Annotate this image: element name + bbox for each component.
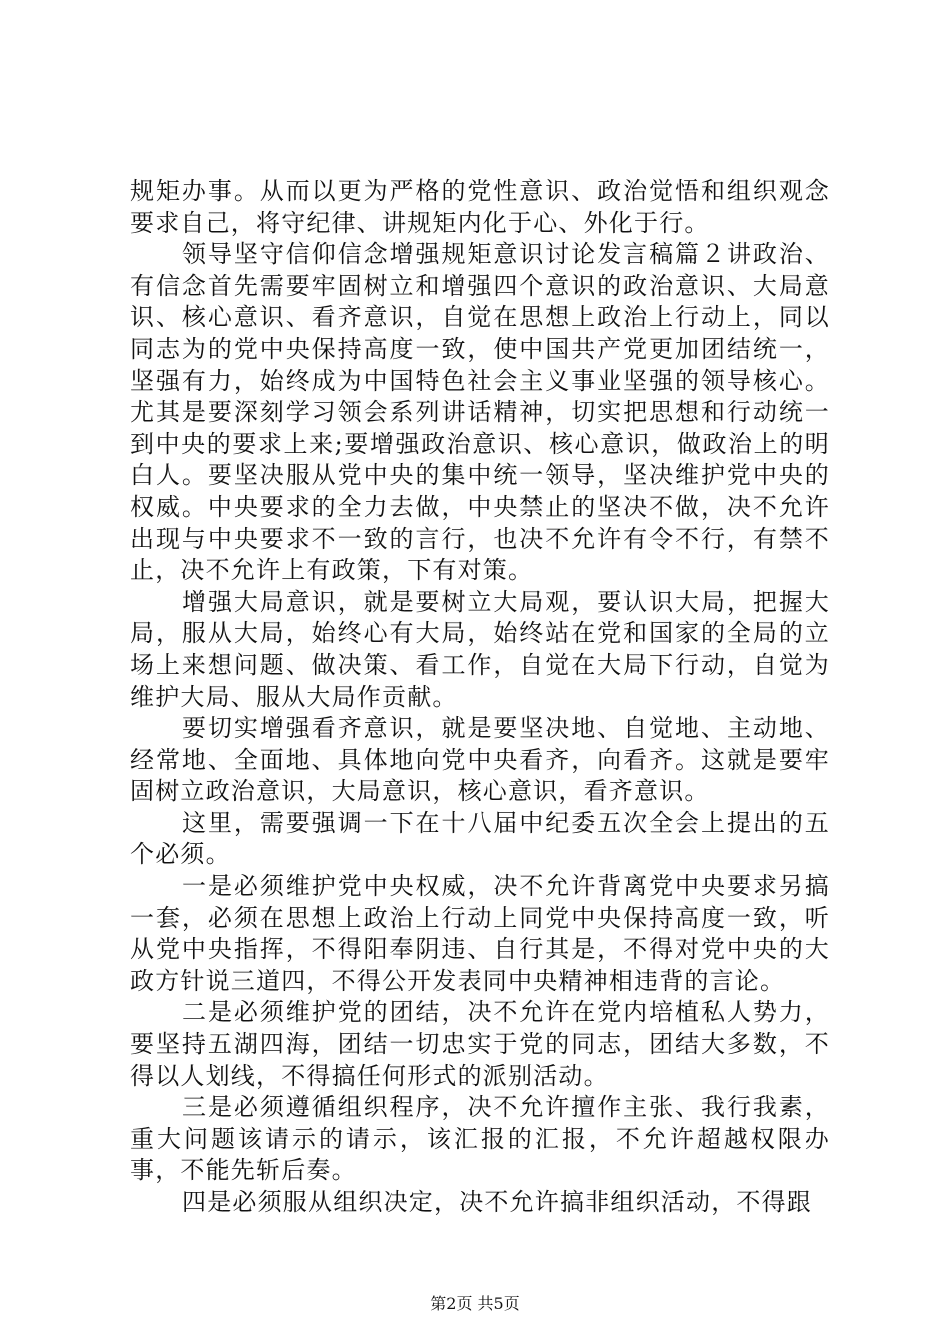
- page-number-footer: 第2页 共5页: [430, 1294, 520, 1313]
- paragraph-continuation: 规矩办事。从而以更为严格的党性意识、政治觉悟和组织观念要求自己，将守纪律、讲规矩内化于心、外化于行。: [130, 177, 830, 237]
- paragraph: 增强大局意识，就是要树立大局观，要认识大局，把握大局，服从大局，始终心有大局，始终站在党和国家的全局的立场上来想问题、做决策、看工作，自觉在大局下行动，自觉为维护大局、服从大局作贡献。: [130, 587, 830, 711]
- paragraph: 要切实增强看齐意识，就是要坚决地、自觉地、主动地、经常地、全面地、具体地向党中央看齐，向看齐。这就是要牢固树立政治意识，大局意识，核心意识，看齐意识。: [130, 714, 830, 806]
- paragraph: 这里，需要强调一下在十八届中纪委五次全会上提出的五个必须。: [130, 808, 830, 869]
- paragraph: 一是必须维护党中央权威，决不允许背离党中央要求另搞一套，必须在思想上政治上行动上同党中央保持高度一致，听从党中央指挥，不得阳奉阴违、自行其是，不得对党中央的大政方针说三道四，不得公开发表同中央精神相违背的言论。: [130, 872, 830, 995]
- paragraph: 领导坚守信仰信念增强规矩意识讨论发言稿篇２讲政治、有信念首先需要牢固树立和增强四个意识的政治意识、大局意识、核心意识、看齐意识，自觉在思想上政治上行动上，同以同志为的党中央保持高度一致，使中国共产党更加团结统一，坚强有力，始终成为中国特色社会主义事业坚强的领导核心。尤其是要深刻学习领会系列讲话精神，切实把思想和行动统一到中央的要求上来;要增强政治意识、核心意识，做政治上的明白人。要坚决服从党中央的集中统一领导，坚决维护党中央的权威。中央要求的全力去做，中央禁止的坚决不做，决不允许出现与中央要求不一致的言行，也决不允许有令不行，有禁不止，决不允许上有政策，下有对策。: [130, 240, 830, 585]
- paragraph: 四是必须服从组织决定，决不允许搞非组织活动，不得跟: [182, 1188, 812, 1216]
- paragraph: 三是必须遵循组织程序，决不允许擅作主张、我行我素，重大问题该请示的请示，该汇报的汇报，不允许超越权限办事，不能先斩后奏。: [130, 1093, 830, 1185]
- document-body: [130, 176, 830, 1219]
- paragraph: 二是必须维护党的团结，决不允许在党内培植私人势力，要坚持五湖四海，团结一切忠实于党的同志，团结大多数，不得以人划线，不得搞任何形式的派别活动。: [130, 998, 830, 1090]
